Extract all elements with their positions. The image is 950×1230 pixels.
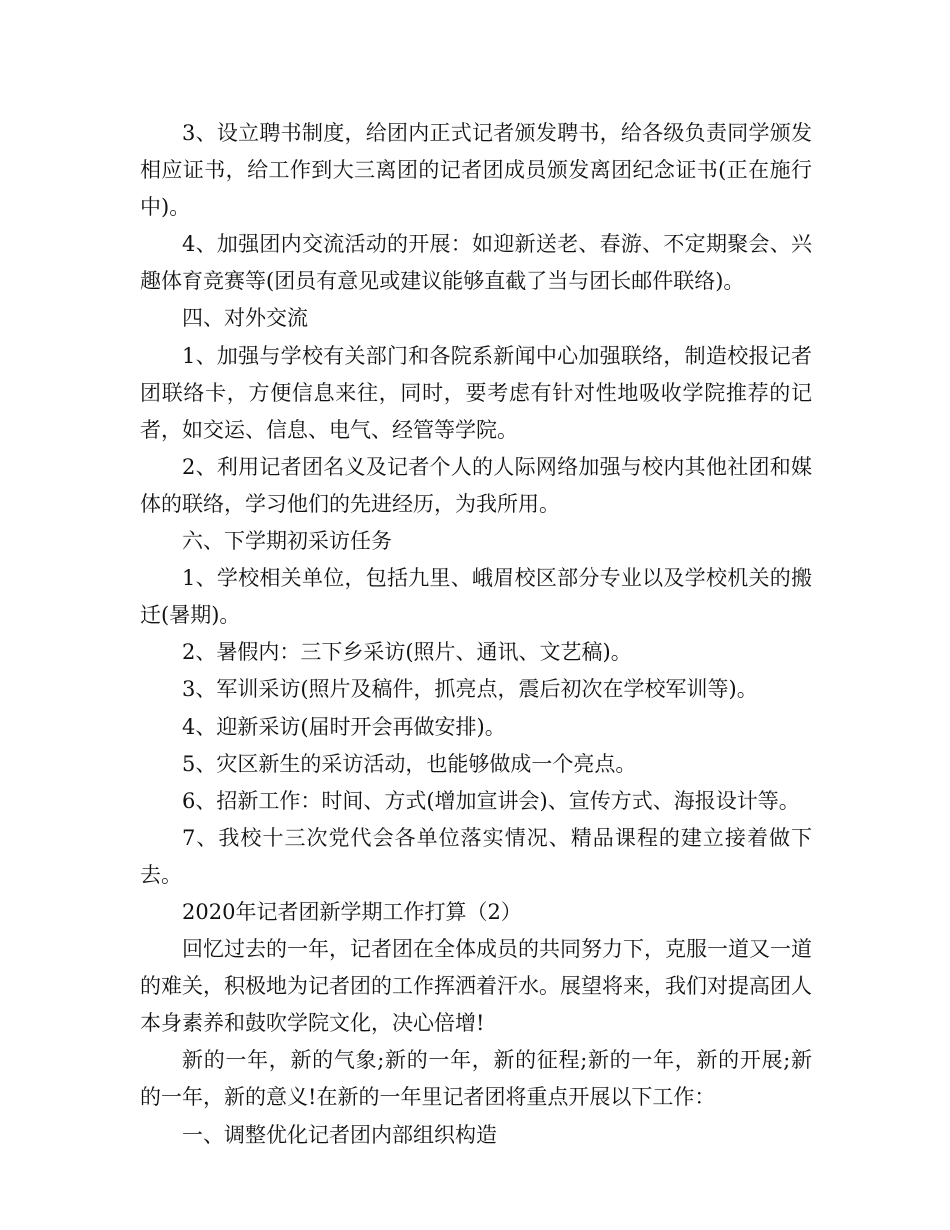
paragraph-review: 回忆过去的一年，记者团在全体成员的共同努力下，克服一道又一道的难关，积极地为记者团的工作挥洒着汗水。展望将来，我们对提高团人本身素养和鼓吹学院文化，决心倍增! xyxy=(140,937,812,1036)
task-item-5: 5、灾区新生的采访活动，也能够做成一个亮点。 xyxy=(182,751,637,776)
task-item-1: 1、学校相关单位，包括九里、峨眉校区部分专业以及学校机关的搬迁(暑期)。 xyxy=(140,566,812,628)
task-item-7: 7、我校十三次党代会各单位落实情况、精品课程的建立接着做下去。 xyxy=(140,825,812,887)
document-subtitle: 2020年记者团新学期工作打算（2） xyxy=(182,899,522,924)
paragraph-item-3: 3、设立聘书制度，给团内正式记者颁发聘书，给各级负责同学颁发相应证书，给工作到大三离团的记者团成员颁发离团纪念证书(正在施行中)。 xyxy=(140,121,812,220)
paragraph-new-year: 新的一年，新的气象;新的一年，新的征程;新的一年，新的开展;新的一年，新的意义!在新的一年里记者团将重点开展以下工作： xyxy=(140,1048,812,1110)
task-item-4: 4、迎新采访(届时开会再做安排)。 xyxy=(182,714,506,739)
task-item-2: 2、暑假内：三下乡采访(照片、通讯、文艺稿)。 xyxy=(182,640,632,665)
paragraph-external-1: 1、加强与学校有关部门和各院系新闻中心加强联络，制造校报记者团联络卡，方便信息来往，同时，要考虑有针对性地吸收学院推荐的记者，如交运、信息、电气、经管等学院。 xyxy=(140,343,812,442)
section-heading-external-communication: 四、对外交流 xyxy=(182,306,308,331)
section-heading-internal-structure: 一、调整优化记者团内部组织构造 xyxy=(182,1122,497,1147)
section-heading-interview-tasks: 六、下学期初采访任务 xyxy=(182,529,392,554)
document-body xyxy=(140,115,812,1154)
task-item-6: 6、招新工作：时间、方式(增加宣讲会)、宣传方式、海报设计等。 xyxy=(182,788,800,813)
task-item-3: 3、军训采访(照片及稿件，抓亮点，震后初次在学校军训等)。 xyxy=(182,677,758,702)
paragraph-item-4: 4、加强团内交流活动的开展：如迎新送老、春游、不定期聚会、兴趣体育竞赛等(团员有意见或建议能够直截了当与团长邮件联络)。 xyxy=(140,232,812,294)
paragraph-external-2: 2、利用记者团名义及记者个人的人际网络加强与校内其他社团和媒体的联络，学习他们的先进经历，为我所用。 xyxy=(140,454,812,516)
